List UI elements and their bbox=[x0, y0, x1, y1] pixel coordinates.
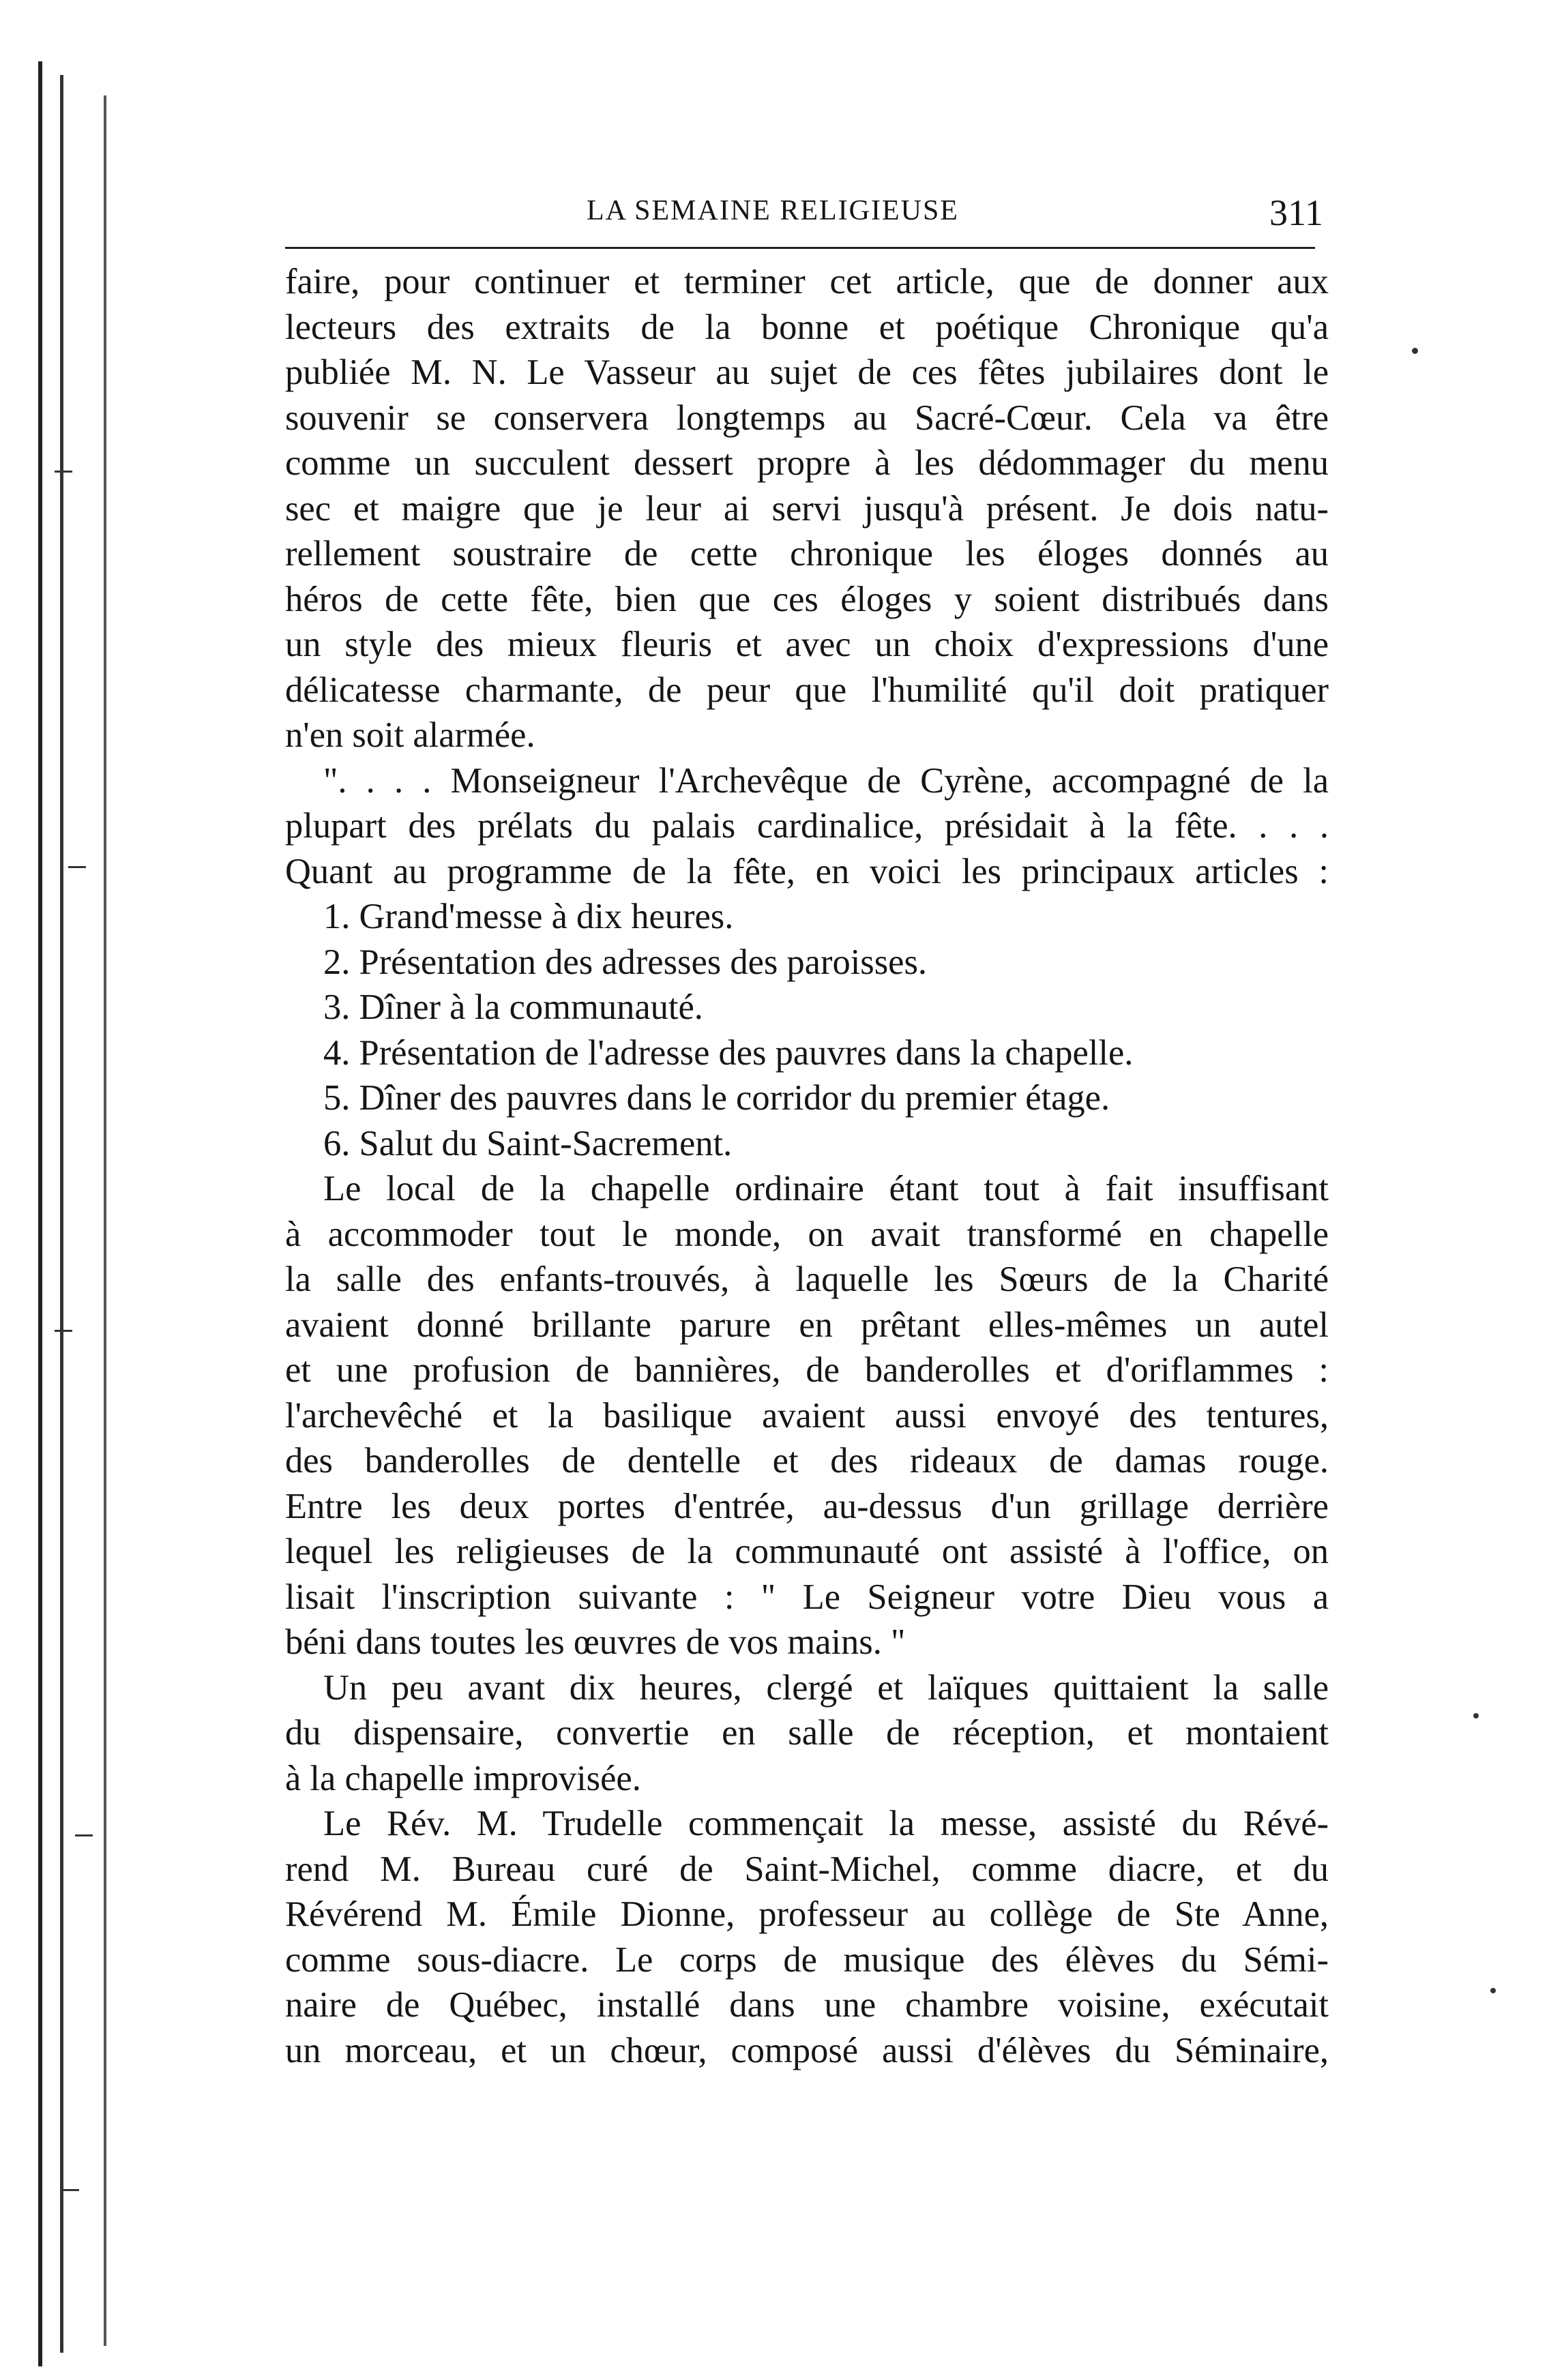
text-line: du dispensaire, convertie en salle de réception, et montaient bbox=[285, 1713, 1329, 1753]
paragraph-5 bbox=[285, 1801, 1329, 2073]
page-binding-edge bbox=[27, 61, 143, 2366]
text-line: des banderolles de dentelle et des rideaux de damas rouge. bbox=[285, 1441, 1329, 1481]
header-rule bbox=[285, 247, 1315, 249]
stray-mark bbox=[1473, 1713, 1479, 1719]
program-list bbox=[285, 894, 1329, 1166]
list-item: 5. Dîner des pauvres dans le corridor du premier étage. bbox=[323, 1078, 1110, 1118]
text-line: n'en soit alarmée. bbox=[285, 715, 535, 755]
text-line: ". . . . Monseigneur l'Archevêque de Cyrène, accompagné de la bbox=[323, 760, 1329, 801]
list-item: 4. Présentation de l'adresse des pauvres dans la chapelle. bbox=[323, 1032, 1134, 1073]
stray-mark bbox=[1412, 348, 1418, 354]
paragraph-2 bbox=[285, 758, 1329, 895]
page-header bbox=[587, 194, 1351, 242]
text-line: faire, pour continuer et terminer cet article, que de donner aux bbox=[285, 262, 1329, 301]
text-line: lisait l'inscription suivante : " Le Seigneur votre Dieu vous a bbox=[285, 1577, 1329, 1617]
text-line: et une profusion de bannières, de banderolles et d'oriflammes : bbox=[285, 1350, 1329, 1390]
text-line: rend M. Bureau curé de Saint-Michel, comme diacre, et du bbox=[285, 1849, 1329, 1889]
text-line: lequel les religieuses de la communauté ont assisté à l'office, on bbox=[285, 1532, 1329, 1571]
list-item: 2. Présentation des adresses des paroisses. bbox=[323, 942, 928, 982]
text-line: lecteurs des extraits de la bonne et poétique Chronique qu'a bbox=[285, 307, 1329, 347]
list-item: 1. Grand'messe à dix heures. bbox=[323, 897, 734, 936]
text-line: délicatesse charmante, de peur que l'humilité qu'il doit pratiquer bbox=[285, 670, 1329, 710]
text-line: l'archevêché et la basilique avaient aussi envoyé des tentures, bbox=[285, 1395, 1329, 1436]
text-line: rellement soustraire de cette chronique les éloges donnés au bbox=[285, 534, 1329, 574]
page-body bbox=[285, 259, 1329, 2073]
text-line: héros de cette fête, bien que ces éloges y soient distribués dans bbox=[285, 579, 1329, 619]
text-line: Entre les deux portes d'entrée, au-dessus d'un grillage derrière bbox=[285, 1486, 1329, 1526]
text-line: Révérend M. Émile Dionne, professeur au collège de Ste Anne, bbox=[285, 1894, 1329, 1934]
paragraph-3 bbox=[285, 1166, 1329, 1665]
text-line: naire de Québec, installé dans une chambre voisine, exécutait bbox=[285, 1985, 1329, 2025]
paragraph-1 bbox=[285, 259, 1329, 758]
text-line: comme un succulent dessert propre à les dédommager du menu bbox=[285, 443, 1329, 483]
text-line: comme sous-diacre. Le corps de musique des élèves du Sémi- bbox=[285, 1939, 1329, 1980]
text-line: Le Rév. M. Trudelle commençait la messe, assisté du Révé- bbox=[323, 1804, 1329, 1843]
text-line: Quant au programme de la fête, en voici les principaux articles : bbox=[285, 851, 1329, 891]
list-item: 3. Dîner à la communauté. bbox=[323, 987, 703, 1027]
text-line: avaient donné brillante parure en prêtant elles-mêmes un autel bbox=[285, 1305, 1329, 1345]
page-number: 311 bbox=[1269, 192, 1323, 233]
text-line: à accommoder tout le monde, on avait transformé en chapelle bbox=[285, 1214, 1329, 1254]
text-line: à la chapelle improvisée. bbox=[285, 1758, 641, 1798]
text-line: Le local de la chapelle ordinaire étant tout à fait insuffisant bbox=[323, 1169, 1329, 1208]
text-line: un morceau, et un chœur, composé aussi d'élèves du Séminaire, bbox=[285, 2030, 1329, 2070]
paragraph-4 bbox=[285, 1665, 1329, 1802]
text-line: un style des mieux fleuris et avec un choix d'expressions d'une bbox=[285, 625, 1329, 664]
running-head: LA SEMAINE RELIGIEUSE bbox=[587, 195, 959, 226]
list-item: 6. Salut du Saint-Sacrement. bbox=[323, 1123, 733, 1163]
text-line: sec et maigre que je leur ai servi jusqu'à présent. Je dois natu- bbox=[285, 488, 1329, 529]
text-line: plupart des prélats du palais cardinalice, présidait à la fête. . . . bbox=[285, 806, 1329, 846]
text-line: béni dans toutes les œuvres de vos mains. " bbox=[285, 1622, 906, 1662]
text-line: publiée M. N. Le Vasseur au sujet de ces fêtes jubilaires dont le bbox=[285, 353, 1329, 392]
text-line: souvenir se conservera longtemps au Sacré-Cœur. Cela va être bbox=[285, 398, 1329, 438]
stray-mark bbox=[1490, 1988, 1496, 1993]
text-line: Un peu avant dix heures, clergé et laïques quittaient la salle bbox=[323, 1667, 1329, 1708]
text-line: la salle des enfants-trouvés, à laquelle les Sœurs de la Charité bbox=[285, 1260, 1329, 1299]
